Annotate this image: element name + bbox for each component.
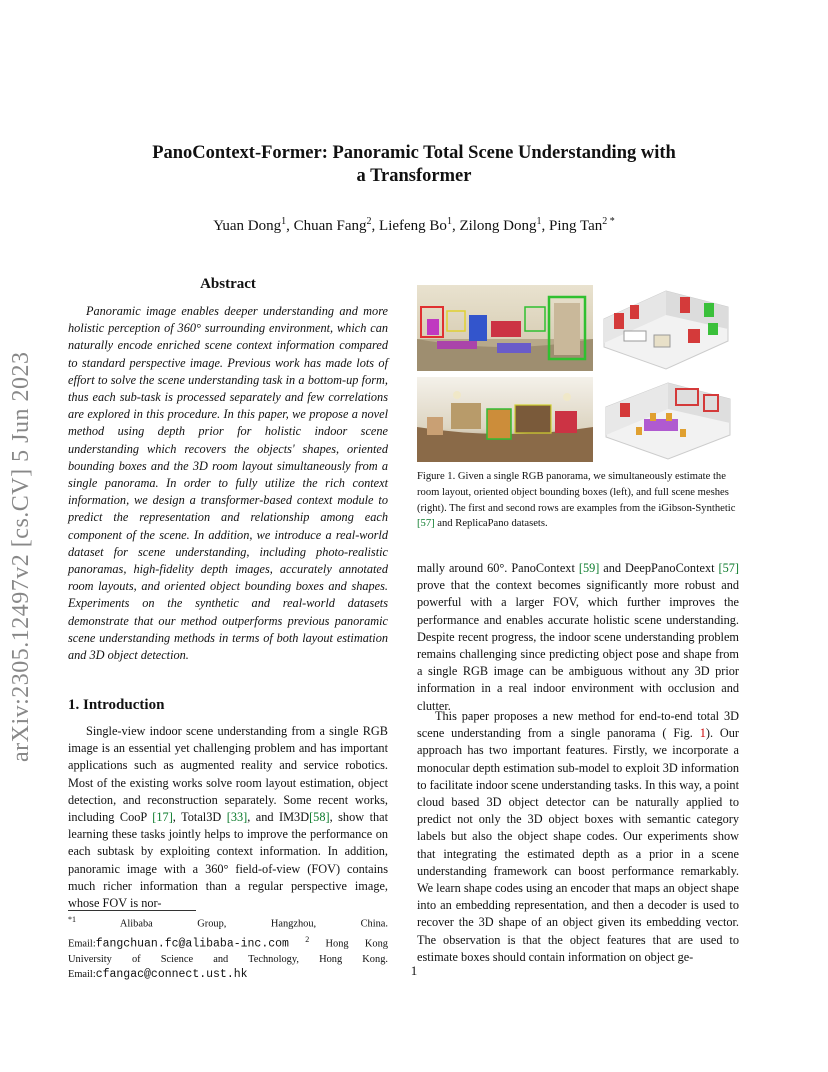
intro-text: , and IM3D <box>247 810 310 825</box>
paper-title <box>60 142 768 188</box>
arxiv-stamp <box>8 302 50 762</box>
abstract-text: Panoramic image enables deeper understanding and more holistic perception of 360° surrounding environment, which can naturally encode enriched scene context information compared to standard perspective image. Previous work has made lots of effort to solve the scene understanding task in a bottom-up form, thus each sub-task is processed separately and few correlations are explored in this procedure. In this paper, we propose a novel method using depth prior for holistic indoor scene understanding which recovers the objects' shapes, oriented bounding boxes and the 3D room layout simultaneously from a single panorama. In order to fully utilize the rich context information, we design a transformer-based context module to predict the representation and relationship among each component of the scene. In addition, we introduce a real-world dataset for scene understanding, including photo-realistic panoramas, high-fidelity depth images, accurately annotated room layouts, and oriented object bounding boxes and shapes. Experiments on the synthetic and real-world datasets demonstrate that our method outperforms previous panoramic scene understanding methods in terms of both layout estimation and 3D object detection. <box>68 304 388 663</box>
citation-link[interactable]: [57] <box>417 518 435 530</box>
page-number: 1 <box>410 963 418 978</box>
body-text: This paper proposes a new method for end-to-end total 3D scene understanding from a single panorama ( Fig. <box>417 709 739 741</box>
caption-text: Figure 1. Given a single RGB panorama, we simultaneously estimate the room layout, oriented object bounding boxes (left), and full scene meshes (right). The first and second rows are examples from the iGibson-Synthetic <box>417 471 736 514</box>
affiliation-mark: 1 <box>536 216 542 227</box>
abstract-heading: Abstract <box>200 276 256 292</box>
figure-link[interactable]: 1 <box>699 726 706 741</box>
citation-link[interactable]: [58] <box>309 810 330 825</box>
right-paragraph-1 <box>417 560 739 715</box>
author-name: Ping Tan <box>549 218 603 234</box>
footnote-rule <box>68 910 196 911</box>
email-link[interactable]: fangchuan.fc@alibaba-inc.com <box>95 937 289 951</box>
citation-link[interactable]: [57] <box>718 561 739 575</box>
affiliation-mark: 1 <box>446 216 452 227</box>
arxiv-id: arXiv:2305.12497v2 [cs.CV] 5 Jun 2023 <box>8 351 34 762</box>
intro-paragraph <box>68 723 388 912</box>
introduction-heading: 1. Introduction <box>68 697 165 713</box>
scene-mesh-igibson <box>596 285 738 371</box>
footnote-text: Hong Kong University of Science and Technology, Hong Kong. Email: <box>68 938 388 981</box>
footnote-text: Alibaba Group, Hangzhou, China. Email: <box>68 918 388 950</box>
body-text: ). Our approach has two important features. Firstly, we incorporate a monocular depth estimation sub-model to exploit 3D information to facilitate indoor scene understanding tasks. In this way, a point cloud based 3D object detector can be naturally applied to predict not only the 3D object boxes with semantic category labels but also the object shape codes. Our experiments show that integrating the estimated depth as a prior in a scene understanding framework can boost performance remarkably. We learn shape codes using an encoder that maps an object shape into an embedding representation, and then a decoder is used to recover the 3D shape of an object given its embedding vector. The observation is that the object features that are used to estimate boxes should contain information on object ge- <box>417 726 740 964</box>
body-text: mally around 60°. PanoContext <box>417 561 579 575</box>
footnote-mark: 2 <box>305 934 310 944</box>
figure-caption <box>417 469 739 532</box>
body-text: prove that the context becomes significantly more robust and powerful with a larger FOV, which further improves the performance and enables accurate holistic scene understanding. Despite recent progress, the indoor scene understanding problem remains challenging since predicting object pose and shape from a single RGB image can be ambiguous without any 3D prior information in a real indoor environment with occlusion and clutter. <box>417 578 739 713</box>
citation-link[interactable]: [59] <box>578 561 600 575</box>
title-line-1: PanoContext-Former: Panoramic Total Scene Understanding with <box>152 143 676 163</box>
affiliation-mark: 2 <box>366 216 372 227</box>
intro-text: , Total3D <box>172 810 227 825</box>
scene-mesh-replicapano <box>596 377 738 462</box>
affiliation-mark: 1 <box>281 216 287 227</box>
panorama-image-igibson <box>417 285 593 371</box>
email-link[interactable]: cfangac@connect.ust.hk <box>95 968 248 982</box>
intro-text: Single-view indoor scene understanding from a single RGB image is an essential yet challenging problem and has important applications such as augmented reality and service robotics. Most of the existing works solve room layout estimation, object detection, and reconstruction separately. Some recent works, including CooP <box>68 724 388 825</box>
caption-text: and ReplicaPano datasets. <box>434 518 548 530</box>
panorama-image-replicapano <box>417 377 593 462</box>
author-name: Zilong Dong <box>459 218 537 234</box>
body-text: and DeepPanoContext <box>599 561 719 575</box>
author-name: Chuan Fang <box>293 218 367 234</box>
footnote-mark: *1 <box>68 915 76 924</box>
author-list: Yuan Dong$^1$, Chuan Fang$^2$, Liefeng Bo$^1$, Zilong Dong$^1$, Ping Tan$^{2 *}$ <box>213 216 615 234</box>
intro-text: , show that learning these tasks jointly helps to improve the performance on each subtask by exploiting context information. In addition, panoramic image with a 360° field-of-view (FOV) contains much richer information than a regular perspective image, whose FOV is nor- <box>68 810 389 911</box>
title-line-2: a Transformer <box>356 166 472 186</box>
citation-link[interactable]: [33] <box>226 810 248 825</box>
affiliation-mark: 2 * <box>602 216 615 227</box>
right-paragraph-2 <box>417 708 739 966</box>
citation-link[interactable]: [17] <box>152 810 173 825</box>
author-name: Liefeng Bo <box>379 218 447 234</box>
author-name: Yuan Dong <box>213 218 282 234</box>
